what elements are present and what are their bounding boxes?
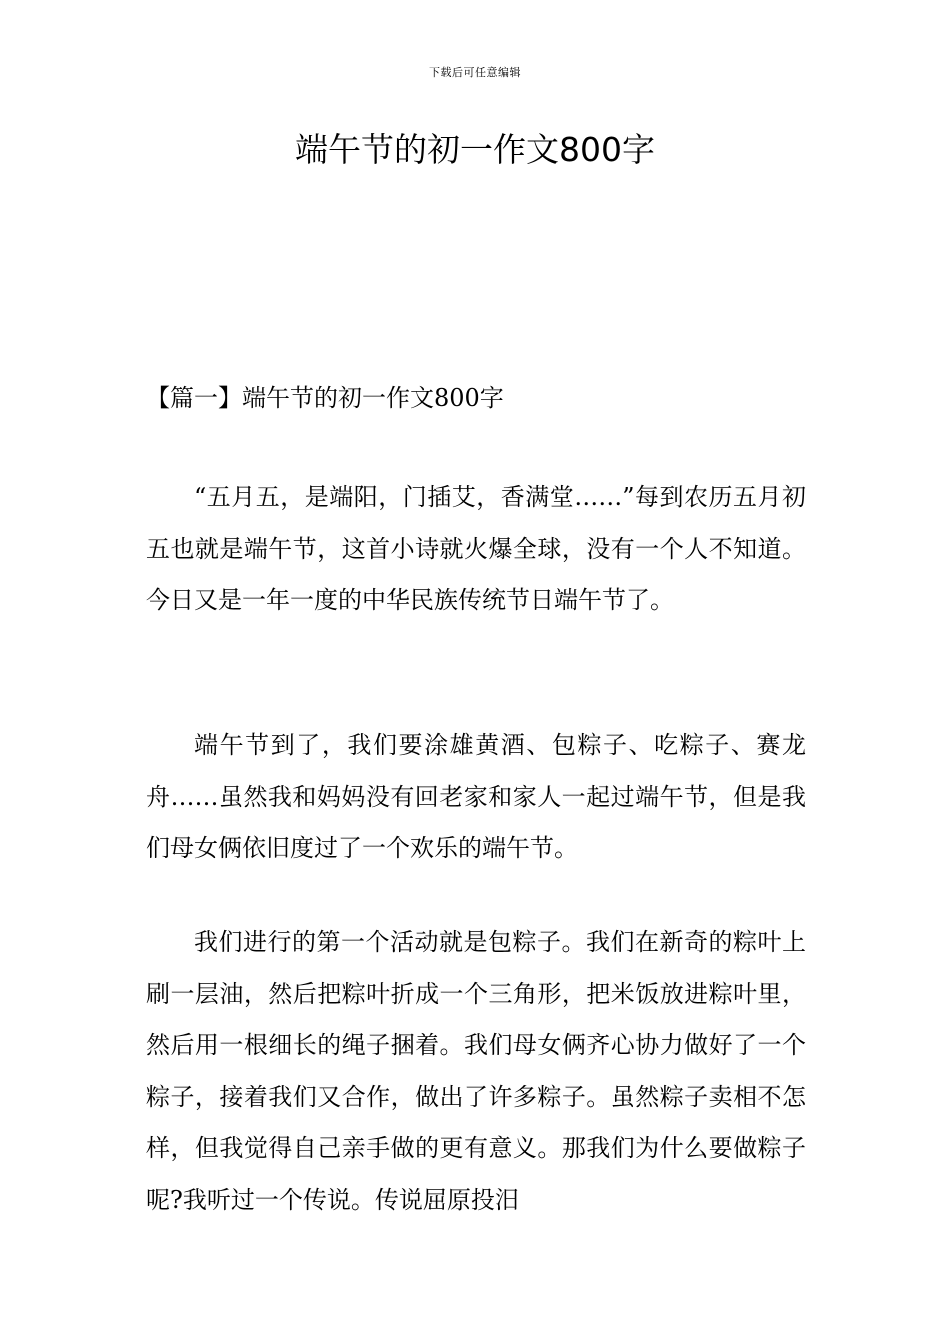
paragraph-1: “五月五，是端阳，门插艾，香满堂……”每到农历五月初五也就是端午节，这首小诗就火爆全球，没有一个人不知道。今日又是一年一度的中华民族传统节日端午节了。 bbox=[146, 483, 806, 615]
document-title: 端午节的初一作文800字 bbox=[295, 130, 655, 169]
section-heading: 【篇一】端午节的初一作文800字 bbox=[146, 384, 504, 412]
header-note: 下载后可任意编辑 bbox=[429, 66, 521, 79]
paragraph-3: 我们进行的第一个活动就是包粽子。我们在新奇的粽叶上刷一层油，然后把粽叶折成一个三角形，把米饭放进粽叶里，然后用一根细长的绳子捆着。我们母女俩齐心协力做好了一个粽子，接着我们又合作，做出了许多粽子。虽然粽子卖相不怎样，但我觉得自己亲手做的更有意义。那我们为什么要做粽子呢?我听过一个传说。传说屈原投汨 bbox=[146, 928, 806, 1214]
paragraph-2: 端午节到了，我们要涂雄黄酒、包粽子、吃粽子、赛龙舟……虽然我和妈妈没有回老家和家人一起过端午节，但是我们母女俩依旧度过了一个欢乐的端午节。 bbox=[146, 731, 806, 863]
